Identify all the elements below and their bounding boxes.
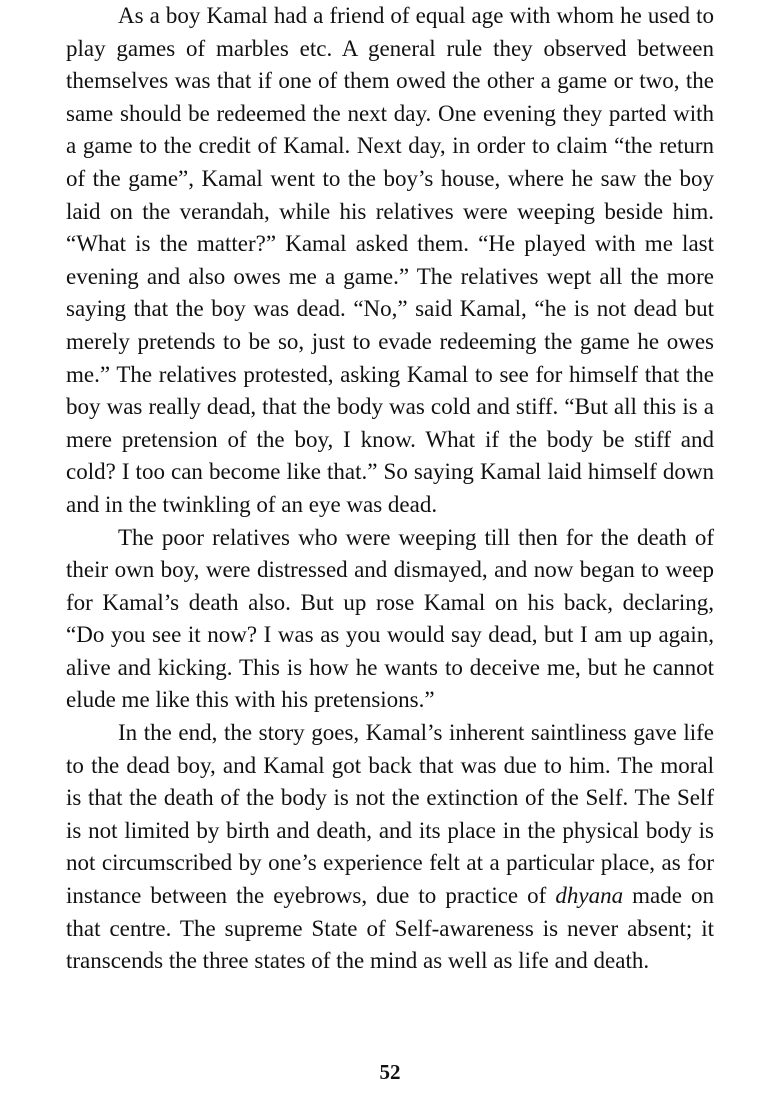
paragraph-3-text-after: made on that centre. The supreme State of Self-awareness is never absent; it transcends the three states of the mind as well as life and death. (66, 883, 714, 974)
paragraph-1 (66, 0, 714, 522)
page-number: 52 (379, 1060, 401, 1084)
paragraph-2 (66, 522, 714, 718)
dhyana-emphasis: dhyana (555, 883, 624, 909)
paragraph-3 (66, 717, 714, 978)
page-body (66, 0, 714, 978)
paragraph-1-text: As a boy Kamal had a friend of equal age with whom he used to play games of marbles etc. A general rule they observed between themselves was that if one of them owed the other a game or two, the same should be redeemed the next day. One evening they parted with a game to the credit of Kamal. Next day, in order to claim “the return of the game”, Kamal went to the boy’s house, where he saw the boy laid on the verandah, while his relatives were weeping beside him. “What is the matter?” Kamal asked them. “He played with me last evening and also owes me a game.” The relatives wept all the more saying that the boy was dead. “No,” said Kamal, “he is not dead but merely pretends to be so, just to evade redeeming the game he owes me.” The relatives protested, asking Kamal to see for himself that the boy was really dead, that the body was cold and stiff. “But all this is a mere pretension of the boy, I know. What if the body be stiff and cold? I too can become like that.” So saying Kamal laid himself down and in the twinkling of an eye was dead. (66, 3, 714, 517)
paragraph-3-text-before: In the end, the story goes, Kamal’s inherent saintliness gave life to the dead boy, and Kamal got back that was due to him. The moral is that the death of the body is not the extinction of the Self. The Self is not limited by birth and death, and its place in the physical body is not circumscribed by one’s experience felt at a particular place, as for instance between the eyebrows, due to practice of (66, 720, 714, 909)
paragraph-2-text: The poor relatives who were weeping till then for the death of their own boy, were distressed and dismayed, and now began to weep for Kamal’s death also. But up rose Kamal on his back, declaring, “Do you see it now? I was as you would say dead, but I am up again, alive and kicking. This is how he wants to deceive me, but he cannot elude me like this with his pretensions.” (66, 524, 714, 713)
